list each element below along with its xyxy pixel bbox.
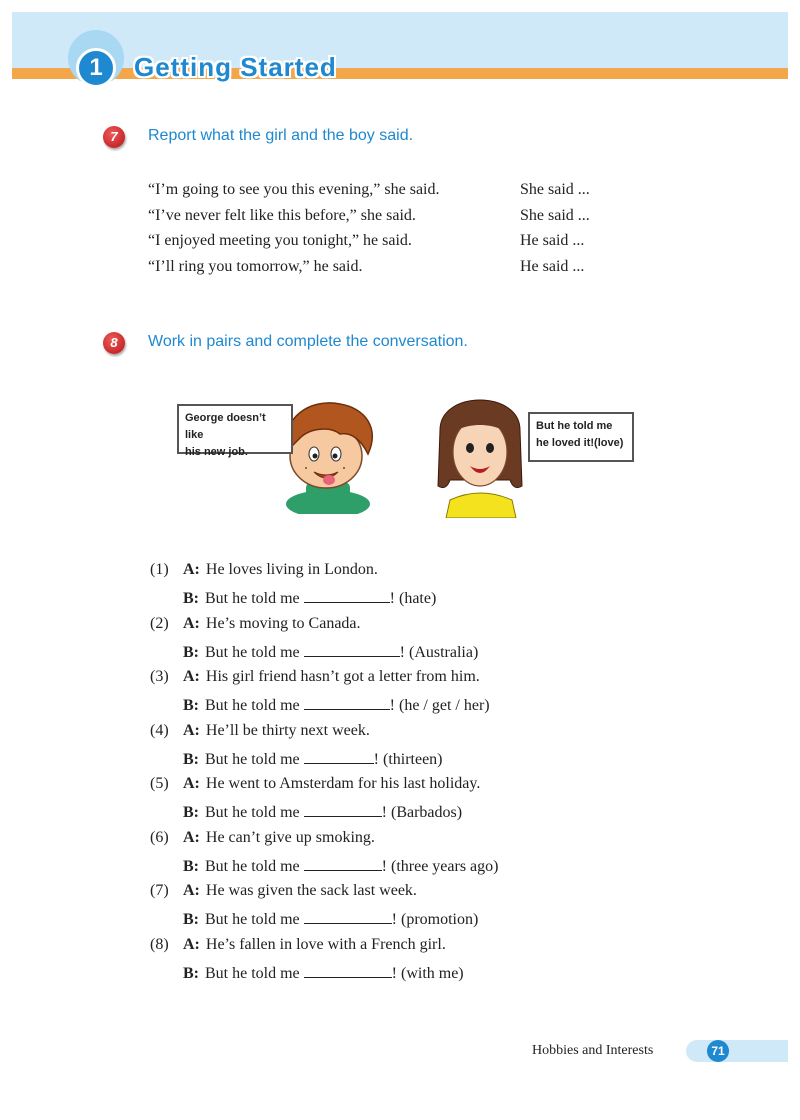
speaker-label: B: <box>183 911 199 928</box>
item-number: (3) <box>150 668 169 685</box>
speaker-label: A: <box>183 882 200 899</box>
speaker-text: But he told me <box>205 857 300 875</box>
unit-title: Getting Started <box>134 52 337 82</box>
speaker-label: B: <box>183 643 199 661</box>
answer-blank[interactable] <box>304 588 390 603</box>
speaker-text: He went to Amsterdam for his last holiday. <box>205 775 481 792</box>
speaker-label: A: <box>183 828 200 846</box>
hint-text: ! (Barbados) <box>381 804 463 821</box>
hint-text: ! (hate) <box>389 590 437 607</box>
bubble-line: But he told me <box>536 420 613 432</box>
speaker-text: But he told me <box>205 643 300 661</box>
speaker-text: But he told me <box>205 911 300 928</box>
item-number: (4) <box>150 721 169 739</box>
speaker-a-line <box>183 775 480 793</box>
footer-band <box>686 1040 788 1062</box>
girl-illustration <box>430 390 530 518</box>
item-number: (1) <box>150 561 169 578</box>
quote-line: “I’ll ring you tomorrow,” he said. <box>148 258 363 275</box>
report-prompt: She said ... <box>520 207 590 224</box>
speaker-b-line <box>183 802 462 822</box>
item-number: (6) <box>150 828 169 846</box>
report-prompt: She said ... <box>520 181 590 198</box>
speaker-b-line <box>183 749 443 769</box>
hint-text: ! (with me) <box>391 964 464 982</box>
footer-section-title: Hobbies and Interests <box>532 1043 654 1058</box>
exercise-8-badge: 8 <box>103 332 125 354</box>
exercise-8-instruction: Work in pairs and complete the conversation. <box>148 333 468 350</box>
answer-blank[interactable] <box>304 642 400 657</box>
item-number: (7) <box>150 882 169 899</box>
hint-text: ! (Australia) <box>399 643 479 661</box>
bubble-line: his new job. <box>185 446 248 458</box>
speaker-b-line <box>183 963 464 983</box>
speaker-label: A: <box>183 668 200 685</box>
report-prompt: He said ... <box>520 258 585 275</box>
quote-line: “I’ve never felt like this before,” she said. <box>148 207 416 224</box>
hint-text: ! (he / get / her) <box>389 697 490 714</box>
item-number: (8) <box>150 935 169 953</box>
quote-line: “I’m going to see you this evening,” she said. <box>148 181 440 198</box>
speaker-text: He’s fallen in love with a French girl. <box>205 935 446 953</box>
speaker-label: A: <box>183 775 200 792</box>
speaker-a-line <box>183 561 378 579</box>
answer-blank[interactable] <box>304 909 392 924</box>
hint-text: ! (promotion) <box>391 911 479 928</box>
speaker-text: He loves living in London. <box>205 561 378 578</box>
hint-text: ! (three years ago) <box>381 857 499 875</box>
report-prompt: He said ... <box>520 232 585 249</box>
speaker-text: He was given the sack last week. <box>205 882 417 899</box>
speaker-a-line <box>183 668 480 686</box>
speaker-a-line <box>183 615 361 633</box>
speaker-text: He’s moving to Canada. <box>205 614 361 632</box>
speaker-a-line <box>183 829 375 847</box>
speaker-label: A: <box>183 935 200 953</box>
speaker-b-line <box>183 695 490 715</box>
exercise-7-badge: 7 <box>103 126 125 148</box>
speaker-label: B: <box>183 697 199 714</box>
speaker-label: A: <box>183 614 200 632</box>
boy-speech-bubble <box>177 404 293 458</box>
answer-blank[interactable] <box>304 802 382 817</box>
speaker-a-line <box>183 936 446 954</box>
speaker-text: He can’t give up smoking. <box>205 828 375 846</box>
speaker-text: But he told me <box>205 964 300 982</box>
exercise-7-instruction: Report what the girl and the boy said. <box>148 127 414 144</box>
answer-blank[interactable] <box>304 695 390 710</box>
page-number: 71 <box>707 1040 729 1062</box>
bubble-line: he loved it!(love) <box>536 437 624 449</box>
speaker-label: B: <box>183 590 199 607</box>
speaker-text: But he told me <box>205 804 300 821</box>
header-stripe <box>12 68 788 79</box>
speaker-b-line <box>183 588 436 608</box>
speaker-b-line <box>183 642 478 662</box>
speaker-text: But he told me <box>205 590 300 607</box>
speaker-label: B: <box>183 857 199 875</box>
speaker-text: He’ll be thirty next week. <box>205 721 370 739</box>
speaker-label: B: <box>183 964 199 982</box>
header-band <box>12 12 788 72</box>
answer-blank[interactable] <box>304 749 374 764</box>
speaker-label: B: <box>183 750 199 768</box>
unit-number: 1 <box>76 48 116 88</box>
hint-text: ! (thirteen) <box>373 750 443 768</box>
answer-blank[interactable] <box>304 856 382 871</box>
speaker-a-line <box>183 882 417 900</box>
speaker-b-line <box>183 856 498 876</box>
quote-line: “I enjoyed meeting you tonight,” he said. <box>148 232 412 249</box>
answer-blank[interactable] <box>304 963 392 978</box>
item-number: (5) <box>150 775 169 792</box>
speaker-label: A: <box>183 561 200 578</box>
speaker-label: A: <box>183 721 200 739</box>
speaker-text: His girl friend hasn’t got a letter from him. <box>205 668 480 685</box>
bubble-line: George doesn’t like <box>185 412 266 441</box>
speaker-text: But he told me <box>205 697 300 714</box>
speaker-text: But he told me <box>205 750 300 768</box>
item-number: (2) <box>150 614 169 632</box>
girl-speech-bubble <box>528 412 634 462</box>
speaker-a-line <box>183 722 370 740</box>
speaker-label: B: <box>183 804 199 821</box>
speaker-b-line <box>183 909 478 929</box>
